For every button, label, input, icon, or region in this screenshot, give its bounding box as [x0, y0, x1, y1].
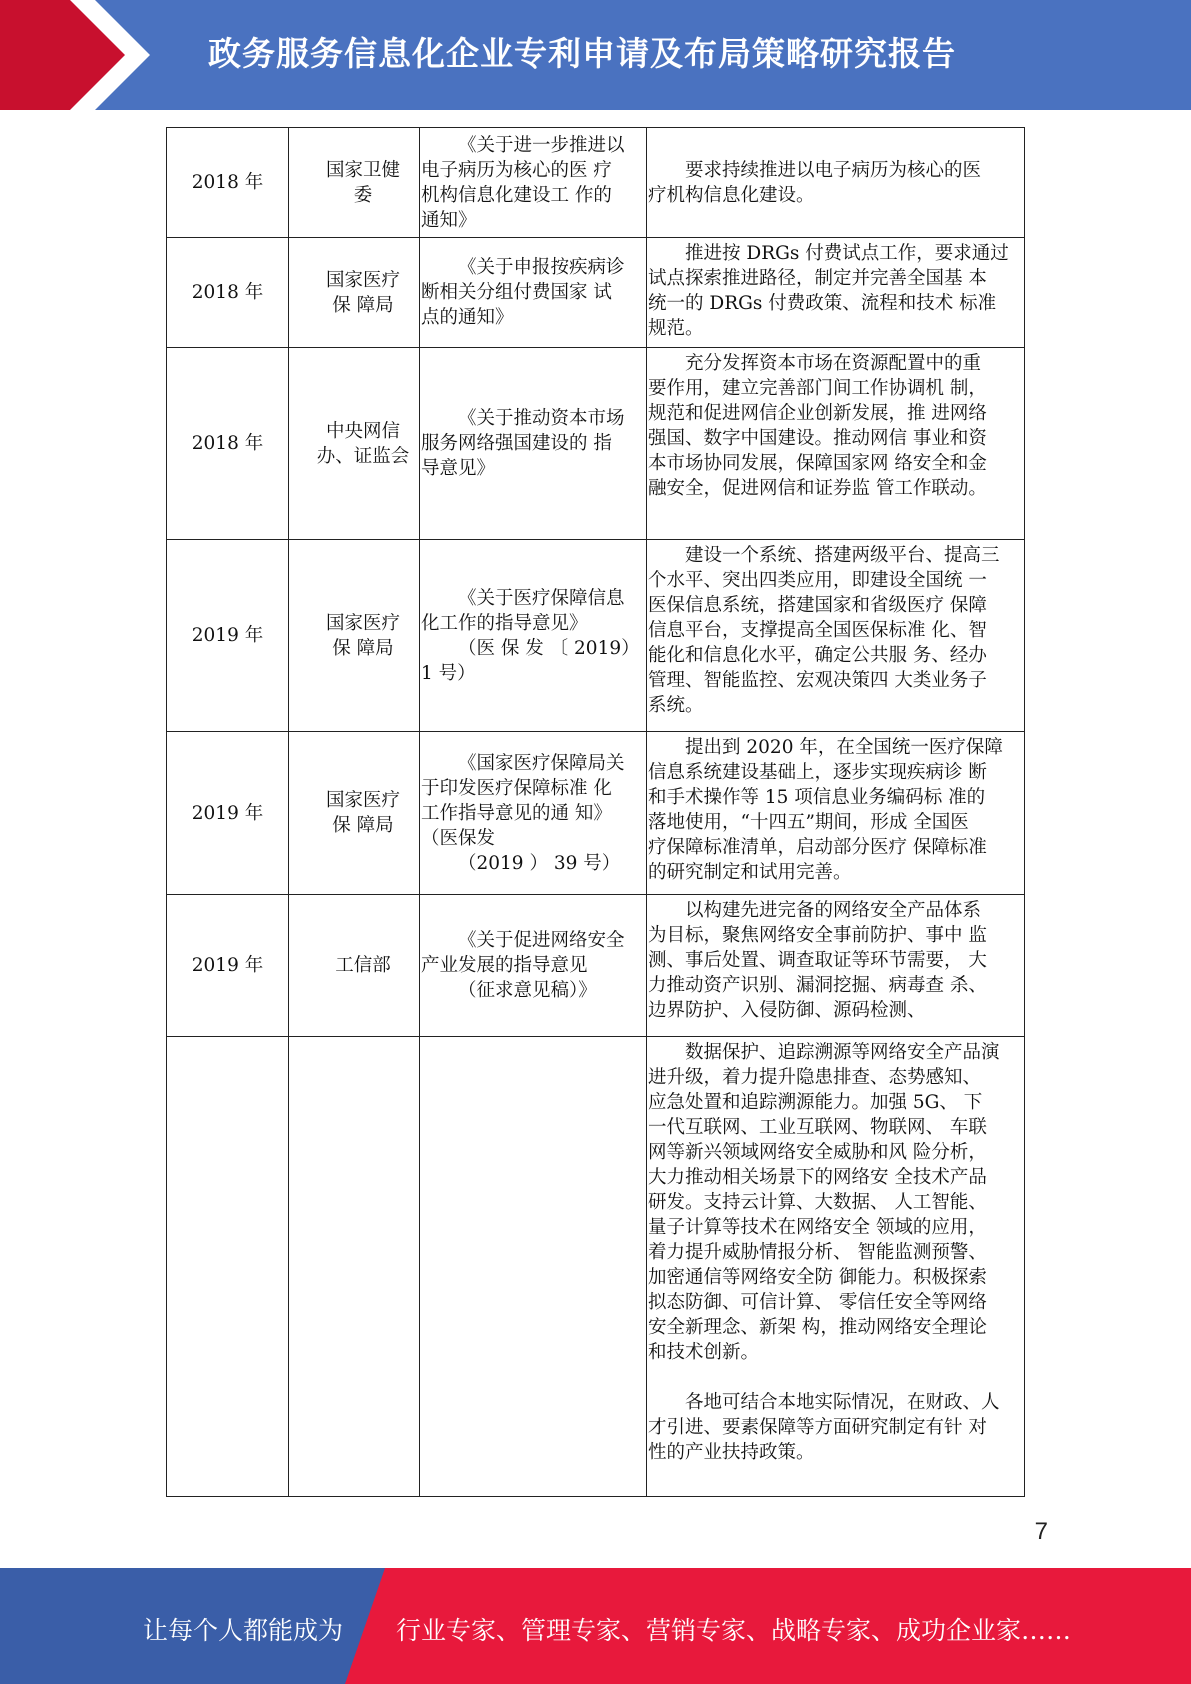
requirement-line: 医保信息系统，搭建国家和省级医疗 保障: [648, 595, 987, 616]
cell-year: 2018 年: [167, 348, 289, 540]
cell-issuing-agency: [289, 348, 420, 540]
cell-document-title: [420, 128, 647, 238]
requirement-line: 研发。支持云计算、大数据、 人工智能、: [648, 1192, 987, 1213]
requirement-line: 管理、智能监控、宏观决策四 大类业务子: [648, 670, 987, 691]
requirement-line: 大力推动相关场景下的网络安 全技术产品: [648, 1167, 987, 1188]
cell-year: 2019 年: [167, 895, 289, 1037]
requirement-line: 和手术操作等 15 项信息业务编码标 准的: [648, 787, 986, 808]
requirement-line: 性的产业扶持政策。: [648, 1442, 815, 1463]
requirement-line: 强国、数字中国建设。推动网信 事业和资: [648, 428, 987, 449]
requirement-line: 个水平、突出四类应用，即建设全国统 一: [648, 570, 987, 591]
agency-line: 国家医疗: [325, 269, 400, 291]
requirement-line: 信息平台，支撑提高全国医保标准 化、智: [648, 620, 987, 641]
table-row: [167, 732, 1025, 895]
document-line: （医保发: [421, 827, 496, 849]
requirement-line: 应急处置和追踪溯源能力。加强 5G、 下: [648, 1092, 983, 1113]
cell-requirements: [647, 895, 1025, 1037]
cell-document-title: [420, 238, 647, 348]
cell-issuing-agency: [289, 128, 420, 238]
header-banner: [0, 0, 1191, 110]
agency-line: 保 障局: [332, 294, 394, 316]
requirement-line: 统一的 DRGs 付费政策、流程和技术 标准: [648, 293, 997, 314]
cell-requirements: [647, 732, 1025, 895]
requirement-line: 各地可结合本地实际情况，在财政、人: [685, 1392, 1000, 1413]
requirement-line: 加密通信等网络安全防 御能力。积极探索: [648, 1267, 987, 1288]
agency-line: 工信部: [335, 955, 391, 976]
document-line: 通知》: [421, 209, 477, 231]
document-line: 《关于医疗保障信息: [458, 587, 625, 609]
agency-line: 国家卫健: [325, 159, 400, 181]
document-line: （2019 ） 39 号）: [458, 852, 621, 874]
cell-issuing-agency: [289, 238, 420, 348]
document-line: 导意见》: [421, 458, 496, 479]
requirement-line: 以构建先进完备的网络安全产品体系: [685, 900, 982, 921]
document-line: （征求意见稿）》: [458, 980, 597, 1001]
requirement-line: 数据保护、追踪溯源等网络安全产品演: [685, 1042, 1000, 1063]
cell-requirements: [647, 348, 1025, 540]
requirement-line: 的研究制定和试用完善。: [648, 862, 852, 883]
cell-document-title: [420, 540, 647, 732]
requirement-line: [648, 1365, 1023, 1390]
document-line: 《关于促进网络安全: [458, 930, 625, 951]
document-line: 机构信息化建设工 作的: [421, 184, 612, 206]
cell-document-title: [420, 348, 647, 540]
requirement-line: 为目标，聚焦网络安全事前防护、事中 监: [648, 925, 987, 946]
agency-line: 国家医疗: [325, 612, 400, 634]
cell-requirements: [647, 1037, 1025, 1497]
cell-year: 2018 年: [167, 238, 289, 348]
requirement-line: 建设一个系统、搭建两级平台、提高三: [685, 545, 1000, 566]
document-line: 工作指导意见的通 知》: [421, 802, 612, 824]
requirement-line: 安全新理念、新架 构，推动网络安全理论: [648, 1317, 987, 1338]
requirement-line: 测、事后处置、调查取证等环节需要， 大: [648, 950, 987, 971]
cell-document-title: [420, 1037, 647, 1497]
document-line: 于印发医疗保障标准 化: [421, 777, 612, 799]
table-row: [167, 348, 1025, 540]
requirement-line: 疗机构信息化建设。: [648, 185, 815, 206]
document-line: 产业发展的指导意见: [421, 955, 588, 976]
requirement-line: 和技术创新。: [648, 1342, 760, 1363]
requirement-line: 疗保障标准清单，启动部分医疗 保障标准: [648, 837, 987, 858]
cell-requirements: [647, 540, 1025, 732]
table-row: [167, 238, 1025, 348]
requirement-line: 一代互联网、工业互联网、物联网、 车联: [648, 1117, 987, 1138]
report-title: 政务服务信息化企业专利申请及布局策略研究报告: [208, 34, 956, 73]
agency-line: 中央网信: [325, 420, 400, 442]
cell-year: 2018 年: [167, 128, 289, 238]
requirement-line: 网等新兴领域网络安全威胁和风 险分析，: [648, 1142, 987, 1163]
agency-line: 保 障局: [332, 637, 394, 659]
cell-issuing-agency: [289, 895, 420, 1037]
footer-slogan-left: 让每个人都能成为: [143, 1616, 344, 1645]
document-line: 电子病历为核心的医 疗: [421, 159, 612, 181]
cell-requirements: [647, 128, 1025, 238]
cell-requirements: [647, 238, 1025, 348]
requirement-line: 拟态防御、可信计算、 零信任安全等网络: [648, 1292, 987, 1313]
requirement-line: 边界防护、入侵防御、源码检测、: [648, 1000, 926, 1021]
document-line: 《关于推动资本市场: [458, 408, 625, 429]
requirement-line: 量子计算等技术在网络安全 领域的应用，: [648, 1217, 987, 1238]
document-line: 服务网络强国建设的 指: [421, 433, 612, 454]
cell-document-title: [420, 895, 647, 1037]
requirement-line: 着力提升威胁情报分析、 智能监测预警、: [648, 1242, 987, 1263]
table-row: [167, 895, 1025, 1037]
table-row: [167, 128, 1025, 238]
document-line: 《关于进一步推进以: [458, 134, 625, 156]
footer-banner: [0, 1568, 1191, 1684]
requirement-line: 力推动资产识别、漏洞挖掘、病毒查 杀、: [648, 975, 987, 996]
cell-issuing-agency: [289, 540, 420, 732]
document-line: 化工作的指导意见》: [421, 612, 588, 634]
page-number: 7: [1034, 1518, 1048, 1545]
document-line: 1 号）: [421, 662, 476, 684]
document-line: 断相关分组付费国家 试: [421, 282, 612, 303]
requirement-line: 进升级，着力提升隐患排查、态势感知、: [648, 1067, 982, 1088]
cell-year: 2019 年: [167, 732, 289, 895]
requirement-line: 充分发挥资本市场在资源配置中的重: [685, 353, 982, 374]
requirement-line: 信息系统建设基础上，逐步实现疾病诊 断: [648, 762, 987, 783]
document-line: 《国家医疗保障局关: [458, 752, 625, 774]
cell-year: [167, 1037, 289, 1497]
requirement-line: 融安全，促进网信和证券监 管工作联动。: [648, 478, 987, 499]
agency-line: 保 障局: [332, 815, 394, 836]
requirement-line: 规范和促进网信企业创新发展，推 进网络: [648, 403, 987, 424]
requirement-line: 提出到 2020 年，在全国统一医疗保障: [685, 737, 1003, 758]
requirement-line: 才引进、要素保障等方面研究制定有针 对: [648, 1417, 987, 1438]
requirement-line: 系统。: [648, 695, 704, 716]
requirement-line: 规范。: [648, 318, 704, 339]
document-line: 点的通知》: [421, 307, 514, 328]
agency-line: 委: [353, 184, 373, 206]
cell-document-title: [420, 732, 647, 895]
requirement-line: 落地使用，“十四五”期间，形成 全国医: [648, 812, 969, 833]
footer-slogan-right: 行业专家、管理专家、营销专家、战略专家、成功企业家……: [396, 1616, 1072, 1645]
policy-table-body: [167, 128, 1025, 1497]
policy-table: [166, 127, 1025, 1497]
agency-line: 国家医疗: [325, 790, 400, 811]
document-line: （医 保 发 〔 2019）: [458, 637, 640, 659]
table-row: [167, 1037, 1025, 1497]
table-row: [167, 540, 1025, 732]
requirement-line: 要作用，建立完善部门间工作协调机 制，: [648, 378, 987, 399]
requirement-line: 本市场协同发展，保障国家网 络安全和金: [648, 453, 987, 474]
cell-issuing-agency: [289, 1037, 420, 1497]
requirement-line: 能化和信息化水平，确定公共服 务、经办: [648, 645, 987, 666]
cell-year: 2019 年: [167, 540, 289, 732]
requirement-line: 要求持续推进以电子病历为核心的医: [685, 160, 982, 181]
document-line: 《关于申报按疾病诊: [458, 257, 625, 278]
agency-line: 办、证监会: [316, 445, 410, 467]
requirement-line: 试点探索推进路径，制定并完善全国基 本: [648, 268, 987, 289]
requirement-line: 推进按 DRGs 付费试点工作，要求通过: [685, 243, 1009, 264]
cell-issuing-agency: [289, 732, 420, 895]
